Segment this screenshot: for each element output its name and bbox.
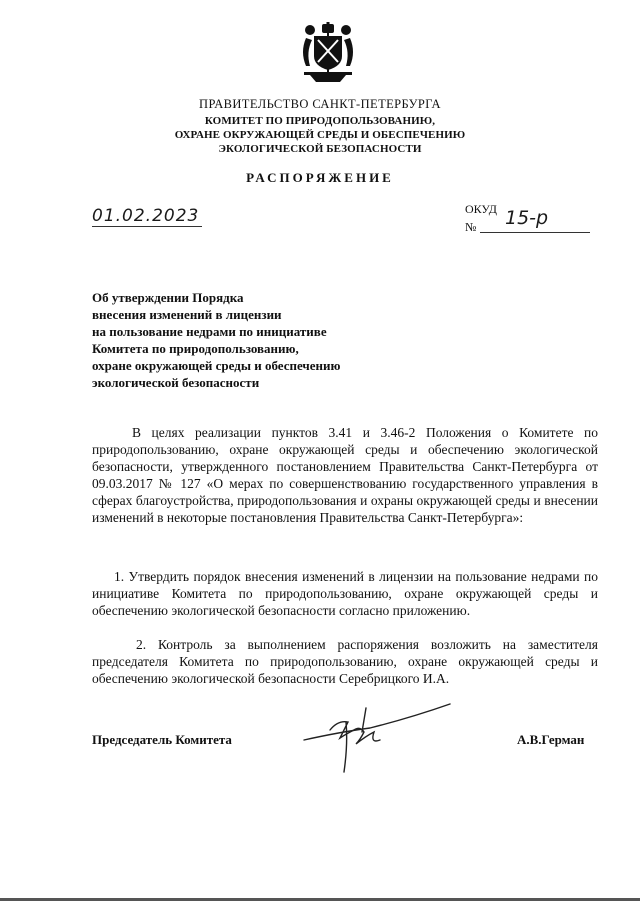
committee-name-line3: ЭКОЛОГИЧЕСКОЙ БЕЗОПАСНОСТИ xyxy=(218,143,422,155)
document-type: РАСПОРЯЖЕНИЕ xyxy=(246,170,394,185)
okud-label: ОКУД xyxy=(465,202,497,216)
subject-line: охране окружающей среды и обеспечению xyxy=(92,358,341,373)
committee-name-line1: КОМИТЕТ ПО ПРИРОДОПОЛЬЗОВАНИЮ, xyxy=(204,115,436,127)
committee-name-line2: ОХРАНЕ ОКРУЖАЮЩЕЙ СРЕДЫ И ОБЕСПЕЧЕНИЮ xyxy=(174,129,466,141)
document-number: 15-р xyxy=(505,207,549,229)
handwritten-signature xyxy=(300,700,455,778)
subject-line: внесения изменений в лицензии xyxy=(92,307,282,322)
number-underline xyxy=(480,232,590,233)
preamble-paragraph: В целях реализации пунктов 3.41 и 3.46-2 Положения о Комитете по природопользованию, охране окружающей среды и обеспечению экологической безопасности, утвержденного постановлением Правительства Санкт-Петербурга от 09.03.2017 № 127 «О мерах по совершенствованию государственного управления в сферах благоустройства, природопользования и охраны окружающей среды и внесении изменений в некоторые постановления Правительства Санкт-Петербурга»: xyxy=(92,425,598,525)
signer-title: Председатель Комитета xyxy=(92,732,232,747)
signer-name: А.В.Герман xyxy=(517,732,585,747)
number-label: № xyxy=(465,220,477,234)
date-underline xyxy=(92,226,202,227)
document-subject xyxy=(92,289,422,391)
government-name: ПРАВИТЕЛЬСТВО САНКТ-ПЕТЕРБУРГА xyxy=(199,97,441,111)
subject-line: Комитета по природопользованию, xyxy=(92,341,299,356)
item-1-paragraph: 1. Утвердить порядок внесения изменений в лицензии на пользование недрами по инициативе Комитета по природопользованию, охране окружающей среды и обеспечению экологической безопасности согласно приложению. xyxy=(92,569,598,618)
scan-bottom-edge xyxy=(0,898,640,901)
subject-line: Об утверждении Порядка xyxy=(92,290,244,305)
subject-line: на пользование недрами по инициативе xyxy=(92,324,327,339)
document-date: 01.02.2023 xyxy=(92,206,200,226)
coat-of-arms-emblem xyxy=(296,22,360,84)
subject-line: экологической безопасности xyxy=(92,375,260,390)
item-2-paragraph: 2. Контроль за выполнением распоряжения возложить на заместителя председателя Комитета по природопользованию, охране окружающей среды и обеспечению экологической безопасности Серебрицкого И.А. xyxy=(92,637,598,686)
